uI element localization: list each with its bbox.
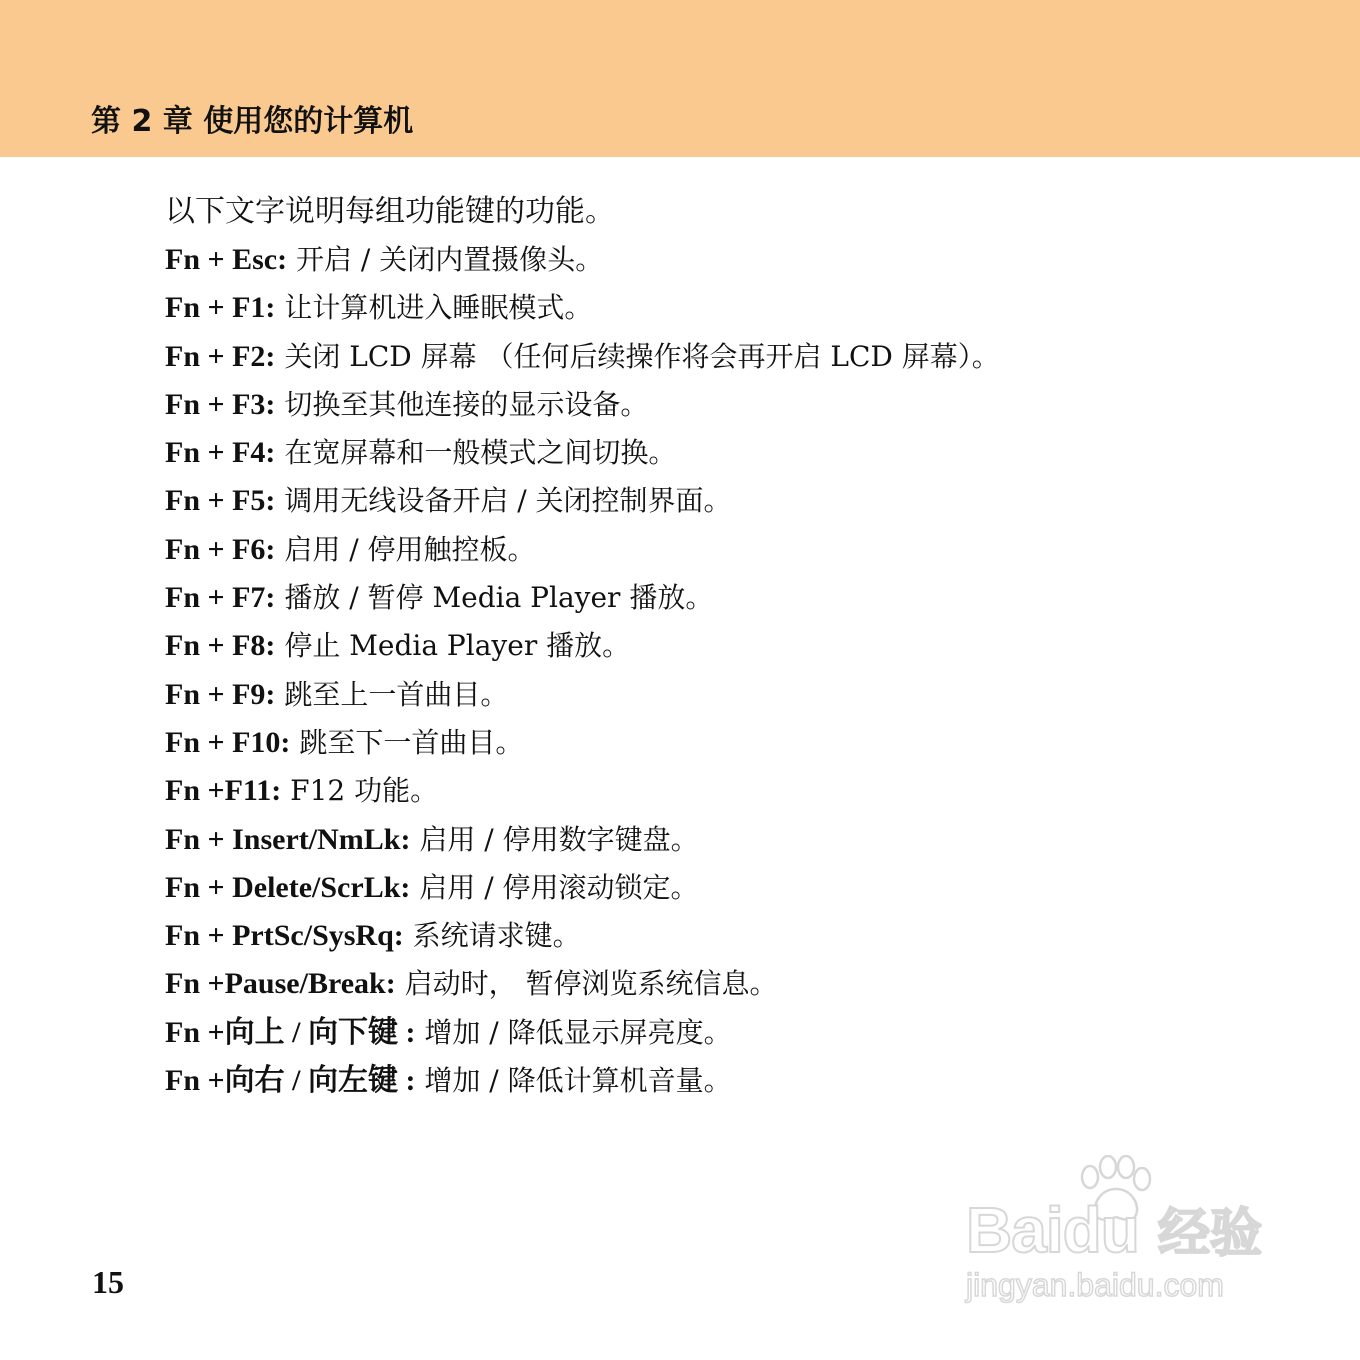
watermark-brand: Baidu bbox=[966, 1194, 1139, 1266]
key-combination: Fn + F4: bbox=[165, 436, 276, 470]
function-key-entry bbox=[165, 1009, 1325, 1057]
page-number: 15 bbox=[92, 1264, 124, 1300]
key-combination: Fn + F5: bbox=[165, 484, 276, 518]
function-key-entry bbox=[165, 767, 1325, 815]
function-key-entry bbox=[165, 381, 1325, 429]
function-key-entry bbox=[165, 526, 1325, 574]
function-key-entry bbox=[165, 671, 1325, 719]
function-key-entry bbox=[165, 960, 1325, 1008]
key-description: 调用无线设备开启 / 关闭控制界面。 bbox=[275, 484, 732, 518]
key-description: 播放 / 暂停 Media Player 播放。 bbox=[275, 581, 714, 615]
function-key-entry bbox=[165, 429, 1325, 477]
function-key-entry bbox=[165, 574, 1325, 622]
key-description: 开启 / 关闭内置摄像头。 bbox=[287, 243, 604, 276]
key-combination: Fn +向上 / 向下键 : bbox=[165, 1015, 416, 1049]
key-combination: Fn + F8: bbox=[165, 629, 276, 663]
function-key-entry bbox=[165, 719, 1325, 767]
function-key-list bbox=[165, 188, 1325, 1105]
key-description: F12 功能。 bbox=[281, 774, 439, 808]
key-combination: Fn +向右 / 向左键 : bbox=[165, 1064, 416, 1098]
function-key-entry bbox=[165, 912, 1325, 960]
key-description: 增加 / 降低计算机音量。 bbox=[415, 1064, 732, 1098]
key-description: 在宽屏幕和一般模式之间切换。 bbox=[275, 436, 677, 470]
key-combination: Fn + F7: bbox=[165, 581, 276, 615]
key-description: 停止 Media Player 播放。 bbox=[275, 629, 631, 663]
key-description: 跳至上一首曲目。 bbox=[275, 677, 509, 711]
key-description: 切换至其他连接的显示设备。 bbox=[275, 387, 649, 421]
key-combination: Fn + F1: bbox=[165, 291, 276, 325]
function-key-entry bbox=[165, 816, 1325, 864]
key-combination: Fn + F3: bbox=[165, 387, 276, 421]
key-description: 跳至下一首曲目。 bbox=[290, 725, 524, 759]
key-combination: Fn +Pause/Break: bbox=[165, 967, 396, 1001]
key-description: 启动时， 暂停浏览系统信息。 bbox=[395, 967, 778, 1001]
key-combination: Fn + Esc: bbox=[165, 243, 288, 276]
watermark-url: jingyan.baidu.com bbox=[966, 1267, 1224, 1303]
function-key-entry bbox=[165, 477, 1325, 525]
key-description: 让计算机进入睡眠模式。 bbox=[275, 291, 593, 325]
key-combination: Fn +F11: bbox=[165, 774, 282, 808]
function-key-entry bbox=[165, 1057, 1325, 1105]
watermark-product: 经验 bbox=[1158, 1204, 1263, 1264]
key-combination: Fn + Insert/NmLk: bbox=[165, 822, 411, 856]
function-key-entry bbox=[165, 333, 1325, 381]
key-combination: Fn + Delete/ScrLk: bbox=[165, 870, 411, 904]
key-description: 启用 / 停用触控板。 bbox=[275, 532, 536, 566]
key-combination: Fn + F10: bbox=[165, 725, 291, 759]
key-description: 增加 / 降低显示屏亮度。 bbox=[415, 1015, 732, 1049]
intro-text: 以下文字说明每组功能键的功能。 bbox=[165, 194, 615, 229]
entries-container bbox=[165, 236, 1325, 1105]
function-key-entry bbox=[165, 284, 1325, 332]
key-combination: Fn + F9: bbox=[165, 677, 276, 711]
function-key-entry bbox=[165, 864, 1325, 912]
chapter-title: 第 2 章 使用您的计算机 bbox=[91, 104, 414, 139]
key-description: 关闭 LCD 屏幕 （任何后续操作将会再开启 LCD 屏幕）。 bbox=[275, 339, 1000, 373]
key-combination: Fn + F6: bbox=[165, 532, 276, 566]
function-key-entry bbox=[165, 236, 1325, 284]
baidu-watermark bbox=[962, 1155, 1282, 1315]
function-key-entry bbox=[165, 622, 1325, 670]
key-description: 系统请求键。 bbox=[403, 919, 581, 953]
key-description: 启用 / 停用数字键盘。 bbox=[410, 822, 699, 856]
key-description: 启用 / 停用滚动锁定。 bbox=[410, 870, 699, 904]
key-combination: Fn + PrtSc/SysRq: bbox=[165, 919, 404, 953]
key-combination: Fn + F2: bbox=[165, 339, 276, 373]
